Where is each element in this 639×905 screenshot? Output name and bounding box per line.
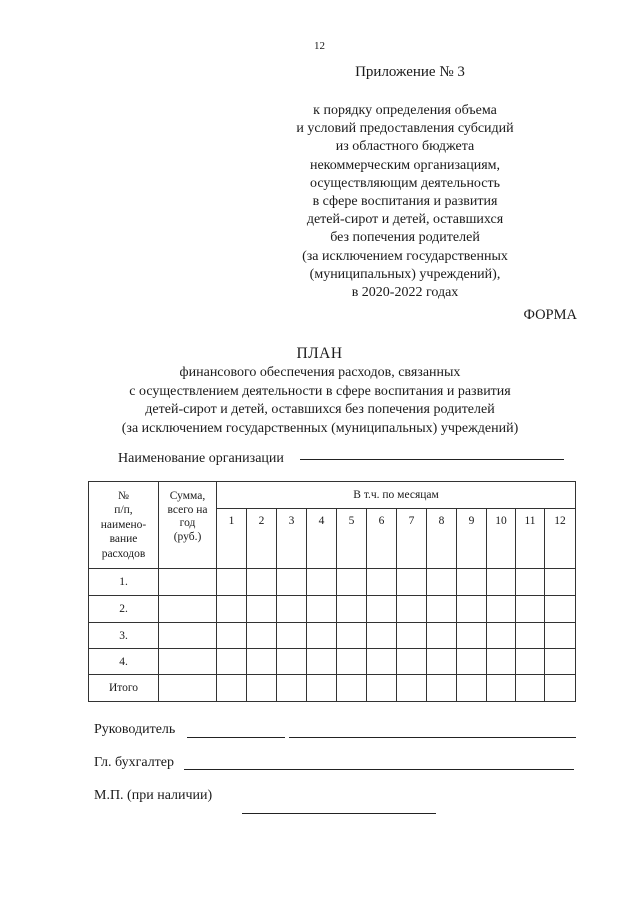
appendix-line: без попечения родителей: [330, 230, 480, 246]
organization-label: Наименование организации: [118, 451, 284, 466]
table-cell[interactable]: [217, 649, 247, 675]
month-header: 6: [367, 509, 397, 569]
table-cell[interactable]: [487, 675, 516, 702]
plan-subtitle-line: (за исключением государственных (муниципальных) учреждений): [121, 420, 519, 436]
table-cell[interactable]: [159, 649, 217, 675]
col-header-months: В т.ч. по месяцам: [217, 482, 576, 509]
table-cell[interactable]: [337, 675, 367, 702]
table-cell[interactable]: [277, 675, 307, 702]
table-cell[interactable]: [277, 649, 307, 675]
table-cell[interactable]: [307, 649, 337, 675]
table-cell[interactable]: [427, 649, 457, 675]
table-cell[interactable]: [427, 596, 457, 623]
month-header: 5: [337, 509, 367, 569]
table-cell[interactable]: [457, 596, 487, 623]
appendix-text: [260, 102, 550, 302]
table-cell[interactable]: [247, 569, 277, 596]
appendix-line: и условий предоставления субсидий: [296, 121, 514, 137]
row-label: 1.: [89, 569, 159, 596]
table-cell[interactable]: [307, 569, 337, 596]
stamp-label: М.П. (при наличии): [94, 788, 213, 803]
table-cell[interactable]: [277, 569, 307, 596]
table-cell[interactable]: [427, 623, 457, 649]
month-header: 11: [516, 509, 545, 569]
table-cell[interactable]: [397, 596, 427, 623]
appendix-title: Приложение № 3: [355, 64, 465, 80]
table-cell[interactable]: [337, 623, 367, 649]
plan-title: ПЛАН: [296, 345, 343, 362]
table-cell[interactable]: [397, 623, 427, 649]
table-cell[interactable]: [247, 649, 277, 675]
appendix-line: осуществляющим деятельность: [309, 175, 501, 191]
col-header-number: [89, 482, 159, 569]
month-header: 4: [307, 509, 337, 569]
table-cell[interactable]: [307, 675, 337, 702]
table-cell[interactable]: [247, 596, 277, 623]
table-cell[interactable]: [516, 569, 545, 596]
plan-subtitle: [80, 364, 560, 438]
table-cell[interactable]: [367, 623, 397, 649]
plan-table: [88, 481, 576, 702]
table-cell[interactable]: [247, 675, 277, 702]
table-cell[interactable]: [545, 623, 576, 649]
table-cell[interactable]: [337, 649, 367, 675]
col-header-line: наимено-: [100, 518, 147, 531]
table-cell[interactable]: [427, 569, 457, 596]
table-cell[interactable]: [397, 569, 427, 596]
table-cell[interactable]: [487, 623, 516, 649]
table-row: [89, 596, 576, 623]
appendix-line: детей-сирот и детей, оставшихся: [306, 212, 504, 228]
director-signature-field[interactable]: [187, 737, 285, 738]
month-header: 12: [545, 509, 576, 569]
table-cell[interactable]: [159, 596, 217, 623]
organization-field[interactable]: [300, 459, 564, 460]
month-header: 10: [487, 509, 516, 569]
table-cell[interactable]: [247, 623, 277, 649]
stamp-field[interactable]: [242, 813, 436, 814]
col-header-line: расходов: [101, 547, 146, 560]
appendix-line: (муниципальных) учреждений),: [309, 266, 501, 282]
table-cell[interactable]: [516, 649, 545, 675]
table-cell[interactable]: [457, 623, 487, 649]
month-header: 2: [247, 509, 277, 569]
appendix-line: из областного бюджета: [335, 139, 475, 155]
table-cell[interactable]: [367, 569, 397, 596]
row-label: Итого: [89, 675, 159, 702]
table-cell[interactable]: [457, 649, 487, 675]
appendix-line: к порядку определения объема: [313, 103, 497, 118]
col-header-line: (руб.): [173, 530, 202, 543]
appendix-line: (за исключением государственных: [302, 248, 508, 264]
table-cell[interactable]: [516, 623, 545, 649]
row-label: 4.: [89, 649, 159, 675]
table-cell[interactable]: [516, 675, 545, 702]
table-cell[interactable]: [217, 596, 247, 623]
table-cell[interactable]: [277, 596, 307, 623]
table-cell[interactable]: [397, 649, 427, 675]
table-cell[interactable]: [545, 675, 576, 702]
table-cell[interactable]: [545, 569, 576, 596]
month-header: 7: [397, 509, 427, 569]
col-header-line: п/п,: [114, 504, 133, 517]
table-cell[interactable]: [367, 675, 397, 702]
row-label: 3.: [89, 623, 159, 649]
director-label: Руководитель: [94, 722, 176, 737]
form-label: ФОРМА: [523, 307, 577, 323]
col-header-line: вание: [109, 533, 138, 546]
month-header: 8: [427, 509, 457, 569]
table-cell[interactable]: [457, 569, 487, 596]
director-name-field[interactable]: [289, 737, 576, 738]
month-header: 1: [217, 509, 247, 569]
table-cell[interactable]: [487, 649, 516, 675]
table-cell[interactable]: [487, 569, 516, 596]
table-cell[interactable]: [545, 596, 576, 623]
row-label: 2.: [89, 596, 159, 623]
col-header-line: Сумма,: [169, 490, 206, 502]
table-cell[interactable]: [159, 675, 217, 702]
table-cell[interactable]: [277, 623, 307, 649]
table-cell[interactable]: [307, 623, 337, 649]
plan-subtitle-line: детей-сирот и детей, оставшихся без попечения родителей: [145, 402, 495, 417]
table-cell[interactable]: [457, 675, 487, 702]
col-header-line: год: [179, 517, 196, 529]
appendix-line: некоммерческим организациям,: [309, 157, 501, 173]
table-cell[interactable]: [217, 623, 247, 649]
col-header-line: №: [118, 489, 129, 502]
col-header-line: всего на: [167, 503, 208, 516]
table-cell[interactable]: [337, 569, 367, 596]
table-cell[interactable]: [159, 569, 217, 596]
table-row-total: [89, 675, 576, 702]
accountant-signature-field[interactable]: [184, 769, 574, 770]
page-number: 12: [314, 40, 325, 52]
month-header: 3: [277, 509, 307, 569]
accountant-label: Гл. бухгалтер: [94, 755, 175, 770]
table-cell[interactable]: [397, 675, 427, 702]
table-cell[interactable]: [307, 596, 337, 623]
month-header: 9: [457, 509, 487, 569]
table-cell[interactable]: [337, 596, 367, 623]
appendix-line: в сфере воспитания и развития: [312, 194, 498, 210]
table-cell[interactable]: [487, 596, 516, 623]
table-cell[interactable]: [159, 623, 217, 649]
col-header-sum: [159, 482, 217, 569]
appendix-line: в 2020-2022 годах: [351, 285, 459, 301]
table-cell[interactable]: [545, 649, 576, 675]
plan-subtitle-line: финансового обеспечения расходов, связанных: [179, 365, 461, 380]
table-cell[interactable]: [217, 569, 247, 596]
table-cell[interactable]: [516, 596, 545, 623]
plan-subtitle-line: с осуществлением деятельности в сфере воспитания и развития: [129, 383, 511, 399]
table-row: [89, 649, 576, 675]
table-row: [89, 623, 576, 649]
table-cell[interactable]: [367, 649, 397, 675]
table-cell[interactable]: [367, 596, 397, 623]
table-cell[interactable]: [427, 675, 457, 702]
table-cell[interactable]: [217, 675, 247, 702]
table-row: [89, 569, 576, 596]
